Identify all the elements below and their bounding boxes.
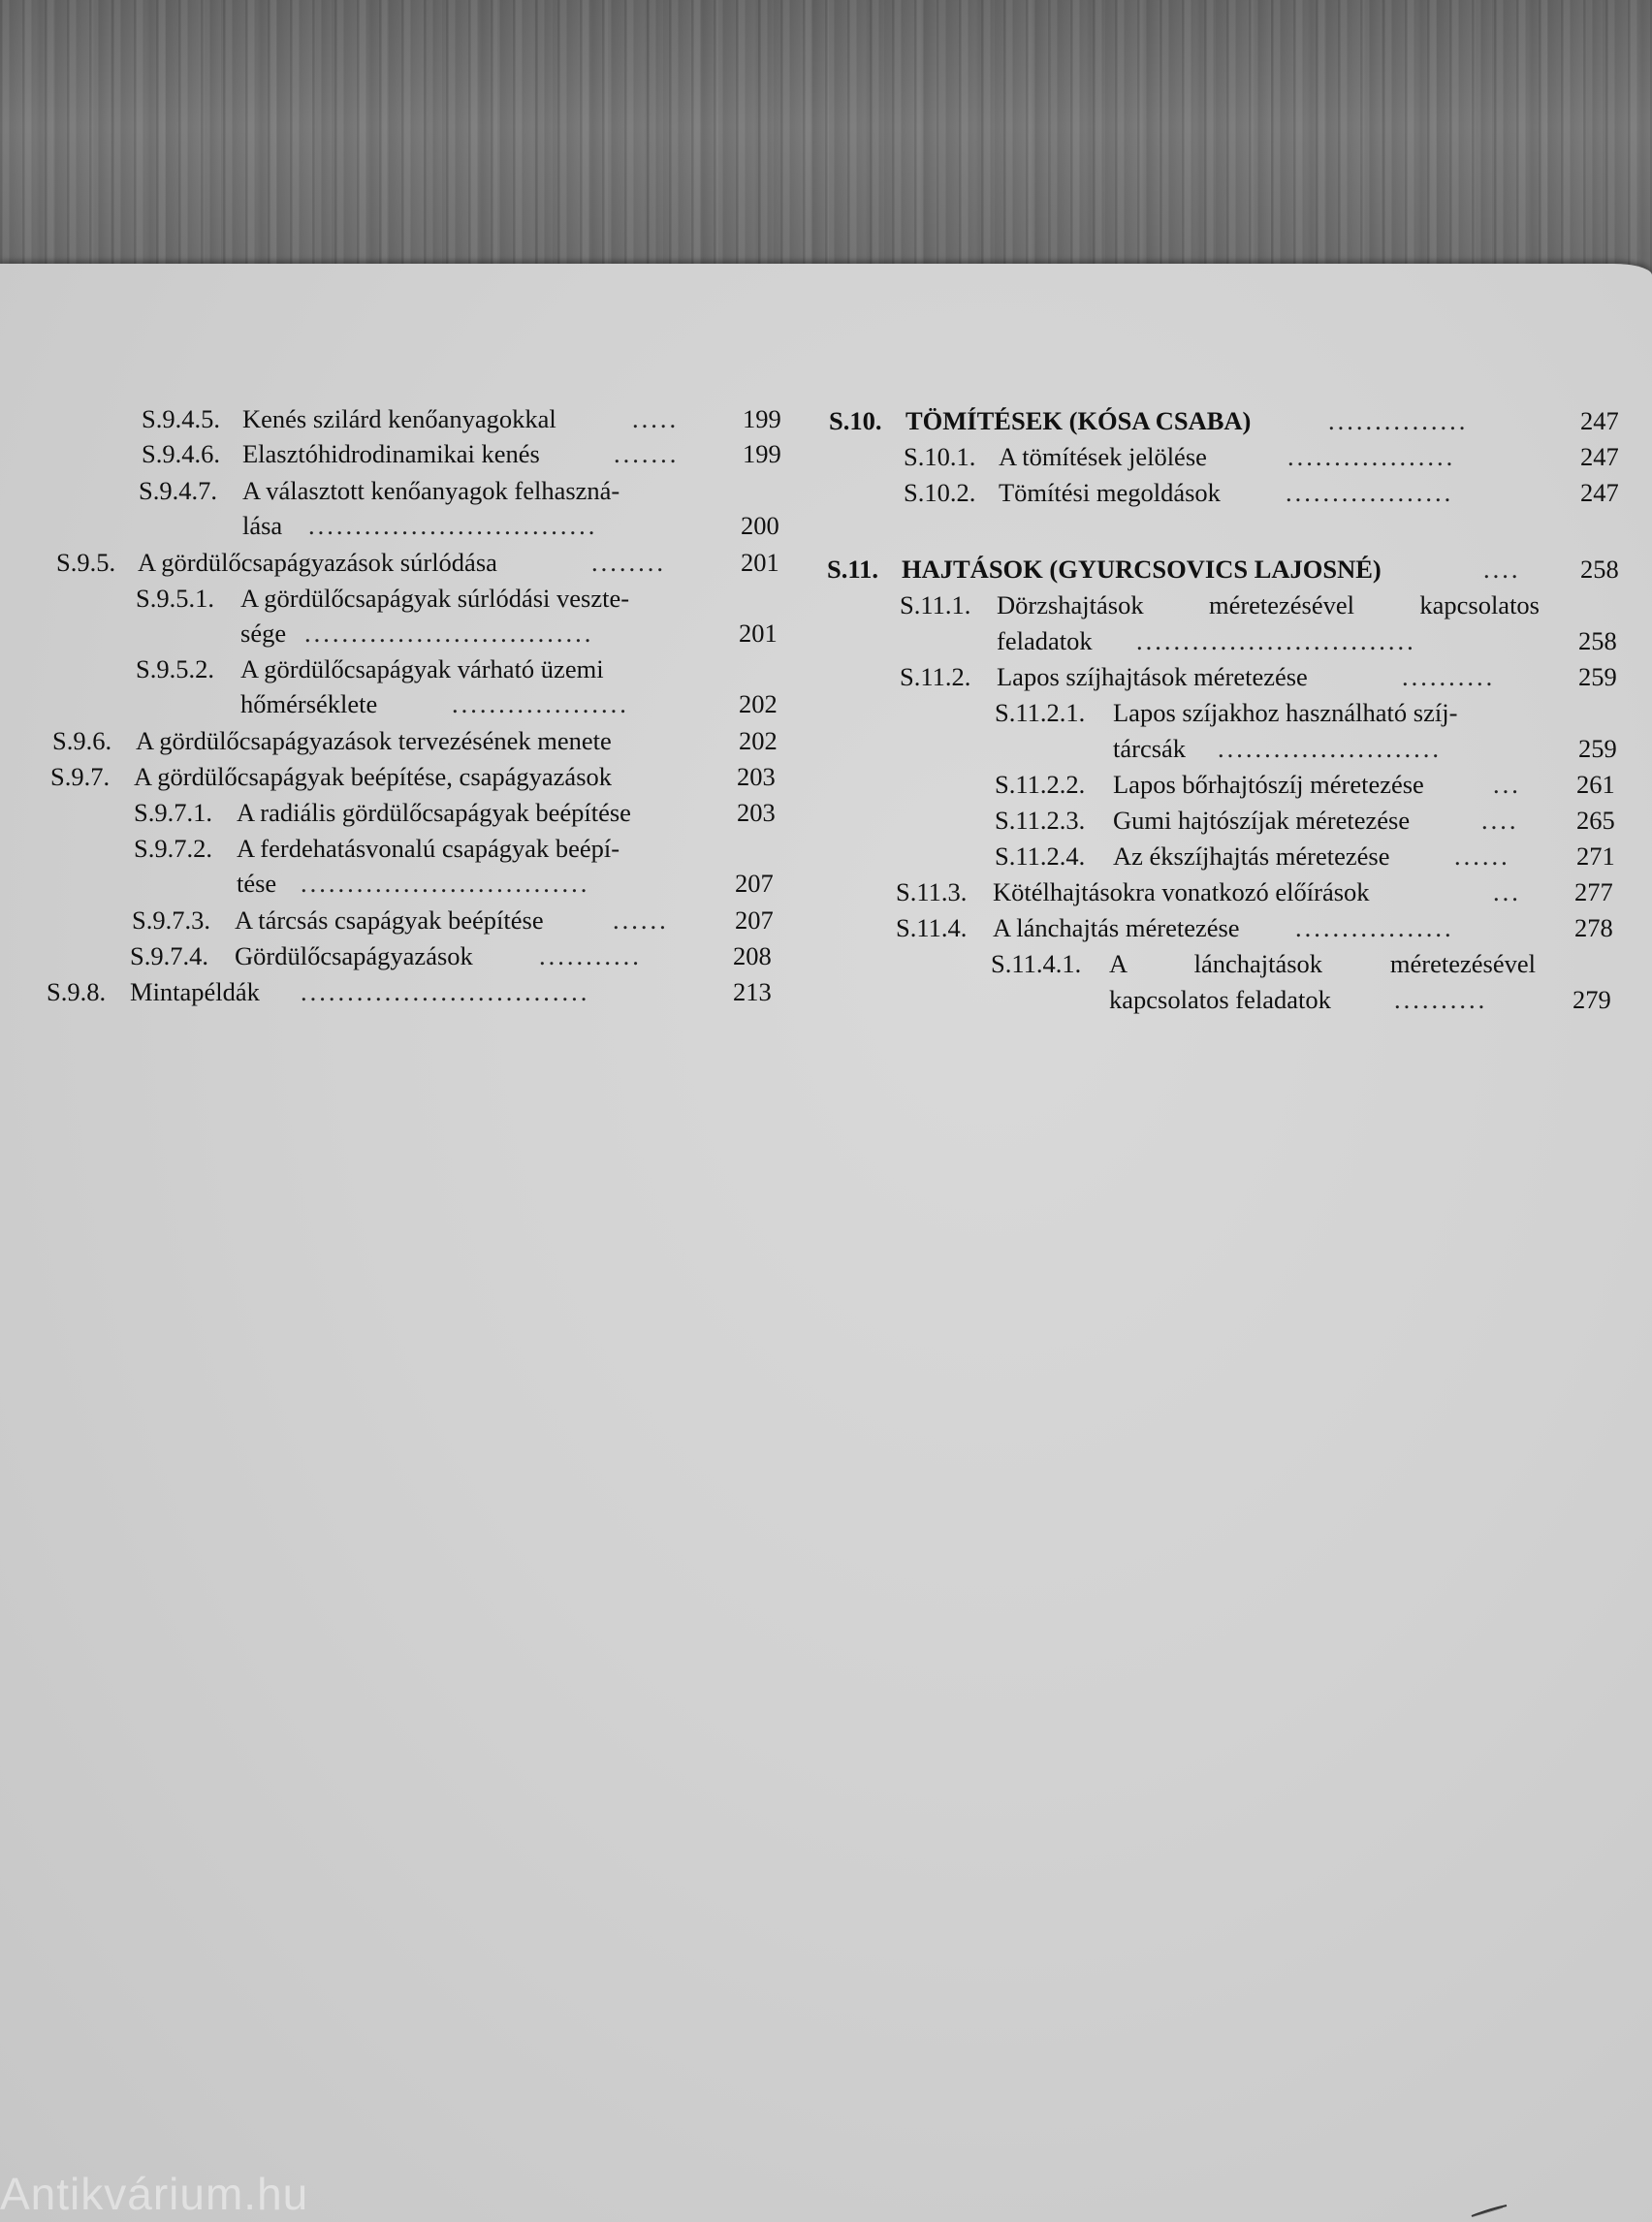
toc-entry-title-cont: tése <box>237 869 277 898</box>
toc-leader-dots: .......... <box>1394 985 1488 1014</box>
toc-leader-dots: .................. <box>1286 478 1454 507</box>
toc-entry-title: Gördülőcsapágyazások <box>235 941 473 970</box>
toc-entry-number: S.11.3. <box>896 877 968 906</box>
toc-entry-number: S.9.7.2. <box>134 834 212 863</box>
toc-entry-number: S.9.5.2. <box>136 654 214 683</box>
toc-entry-number: S.9.4.6. <box>142 439 220 468</box>
toc-entry-number: S.9.4.7. <box>139 476 217 505</box>
toc-entry-title: Lapos szíjhajtások méretezése <box>997 662 1308 691</box>
toc-entry-title: Kötélhajtásokra vonatkozó előírások <box>993 877 1370 906</box>
toc-leader-dots: .... <box>1481 806 1519 835</box>
toc-leader-dots: .............................. <box>1136 626 1416 655</box>
toc-entry-page: 279 <box>1573 985 1611 1014</box>
toc-entry-number: S.11.4.1. <box>991 949 1082 978</box>
book-page <box>0 264 1652 2222</box>
toc-leader-dots: ... <box>1493 770 1521 799</box>
toc-entry-title: Tömítési megoldások <box>999 478 1221 507</box>
toc-entry-title: Mintapéldák <box>130 977 260 1006</box>
toc-entry-title: Kenés szilárd kenőanyagokkal <box>242 404 556 433</box>
toc-entry-number: S.9.6. <box>52 726 112 755</box>
toc-entry-number: S.11.2.1. <box>995 698 1086 727</box>
toc-entry-number: S.9.8. <box>47 977 107 1006</box>
toc-entry-title: Lapos bőrhajtószíj méretezése <box>1113 770 1424 799</box>
toc-entry-number: S.11.2.2. <box>995 770 1086 799</box>
background-surface <box>0 0 1652 281</box>
toc-entry-title: A ferdehatásvonalú csapágyak beépí- <box>237 834 620 863</box>
toc-leader-dots: ........................ <box>1218 734 1442 763</box>
toc-entry-title: A választott kenőanyagok felhaszná- <box>242 476 620 505</box>
toc-entry-page: 247 <box>1580 478 1619 507</box>
toc-entry-title: TÖMÍTÉSEK (KÓSA CSABA) <box>905 406 1252 435</box>
toc-entry-page: 213 <box>733 977 772 1006</box>
toc-leader-dots: ............................... <box>308 511 598 540</box>
toc-entry-page: 200 <box>741 511 779 540</box>
toc-leader-dots: ....... <box>614 439 680 468</box>
toc-leader-dots: ........... <box>539 941 642 970</box>
toc-entry-title: A tárcsás csapágyak beépítése <box>235 905 544 935</box>
toc-entry-title: A gördülőcsapágyak beépítése, csapágyazások <box>134 762 613 791</box>
toc-entry-number: S.10.1. <box>904 442 976 471</box>
toc-entry-page: 247 <box>1580 442 1619 471</box>
watermark: Antikvárium.hu <box>0 2169 309 2219</box>
toc-entry-page: 199 <box>743 439 781 468</box>
toc-leader-dots: ........ <box>591 548 666 577</box>
toc-leader-dots: .......... <box>1402 662 1496 691</box>
toc-entry-number: S.11.4. <box>896 913 968 942</box>
toc-entry-page: 203 <box>737 762 776 791</box>
toc-entry-page: 258 <box>1578 626 1617 655</box>
toc-entry-number: S.11.2. <box>900 662 971 691</box>
toc-entry-page: 261 <box>1576 770 1615 799</box>
toc-entry-title: A gördülőcsapágyazások tervezésének menete <box>136 726 612 755</box>
toc-entry-title: A lánchajtás méretezése <box>993 913 1240 942</box>
toc-leader-dots: ............................... <box>301 869 590 898</box>
toc-entry-page: 201 <box>741 548 779 577</box>
toc-entry-page: 199 <box>743 404 781 433</box>
toc-entry-number: S.9.5.1. <box>136 584 214 613</box>
toc-entry-number: S.10. <box>829 406 882 435</box>
toc-leader-dots: ............... <box>1328 406 1469 435</box>
toc-entry-title: A tömítések jelölése <box>999 442 1207 471</box>
toc-entry-title-cont: sége <box>240 619 287 648</box>
toc-entry-page: 271 <box>1576 841 1615 871</box>
toc-entry-title-cont: tárcsák <box>1113 734 1187 763</box>
toc-entry-number: S.11. <box>827 555 879 584</box>
toc-entry-title: HAJTÁSOK (GYURCSOVICS LAJOSNÉ) <box>902 555 1382 584</box>
toc-entry-page: 259 <box>1578 734 1617 763</box>
toc-entry-title: A gördülőcsapágyazások súrlódása <box>138 548 497 577</box>
toc-leader-dots: ... <box>1493 877 1521 906</box>
toc-entry-title: Elasztóhidrodinamikai kenés <box>242 439 540 468</box>
toc-entry-number: S.9.5. <box>56 548 116 577</box>
toc-entry-page: 202 <box>739 726 778 755</box>
toc-entry-number: S.9.7.1. <box>134 798 212 827</box>
toc-entry-title-cont: hőmérséklete <box>240 689 378 718</box>
toc-leader-dots: .................. <box>1287 442 1456 471</box>
toc-entry-number: S.11.1. <box>900 590 971 619</box>
toc-entry-page: 207 <box>735 869 774 898</box>
toc-entry-title: Dörzshajtások méretezésével kapcsolatos <box>997 590 1540 619</box>
toc-entry-title-cont: kapcsolatos feladatok <box>1109 985 1331 1014</box>
toc-leader-dots: ................. <box>1295 913 1454 942</box>
toc-entry-page: 259 <box>1578 662 1617 691</box>
toc-entry-title: A gördülőcsapágyak súrlódási veszte- <box>240 584 630 613</box>
pencil-mark <box>1470 2205 1509 2218</box>
toc-entry-number: S.11.2.4. <box>995 841 1086 871</box>
toc-entry-title-cont: feladatok <box>997 626 1093 655</box>
toc-leader-dots: ............................... <box>301 977 590 1006</box>
toc-entry-page: 278 <box>1574 913 1613 942</box>
toc-leader-dots: ..... <box>632 404 680 433</box>
toc-entry-page: 208 <box>733 941 772 970</box>
toc-entry-page: 202 <box>739 689 778 718</box>
toc-entry-page: 201 <box>739 619 778 648</box>
toc-entry-title: A gördülőcsapágyak várható üzemi <box>240 654 604 683</box>
toc-leader-dots: ...... <box>613 905 669 935</box>
toc-entry-title: A radiális gördülőcsapágyak beépítése <box>237 798 631 827</box>
toc-entry-number: S.11.2.3. <box>995 806 1086 835</box>
toc-entry-number: S.10.2. <box>904 478 976 507</box>
toc-leader-dots: .... <box>1483 555 1521 584</box>
toc-entry-title: Az ékszíjhajtás méretezése <box>1113 841 1390 871</box>
toc-entry-number: S.9.4.5. <box>142 404 220 433</box>
toc-entry-page: 258 <box>1580 555 1619 584</box>
toc-entry-number: S.9.7.4. <box>130 941 208 970</box>
toc-leader-dots: ...... <box>1454 841 1510 871</box>
toc-entry-page: 265 <box>1576 806 1615 835</box>
toc-entry-page: 277 <box>1574 877 1613 906</box>
toc-entry-title: A lánchajtások méretezésével <box>1109 949 1536 978</box>
toc-entry-number: S.9.7.3. <box>132 905 210 935</box>
toc-entry-page: 203 <box>737 798 776 827</box>
toc-entry-page: 247 <box>1580 406 1619 435</box>
toc-entry-title: Lapos szíjakhoz használható szíj- <box>1113 698 1458 727</box>
toc-leader-dots: ............................... <box>304 619 594 648</box>
toc-entry-number: S.9.7. <box>50 762 111 791</box>
toc-leader-dots: ................... <box>452 689 629 718</box>
toc-entry-title: Gumi hajtószíjak méretezése <box>1113 806 1411 835</box>
toc-entry-page: 207 <box>735 905 774 935</box>
toc-entry-title-cont: lása <box>242 511 283 540</box>
